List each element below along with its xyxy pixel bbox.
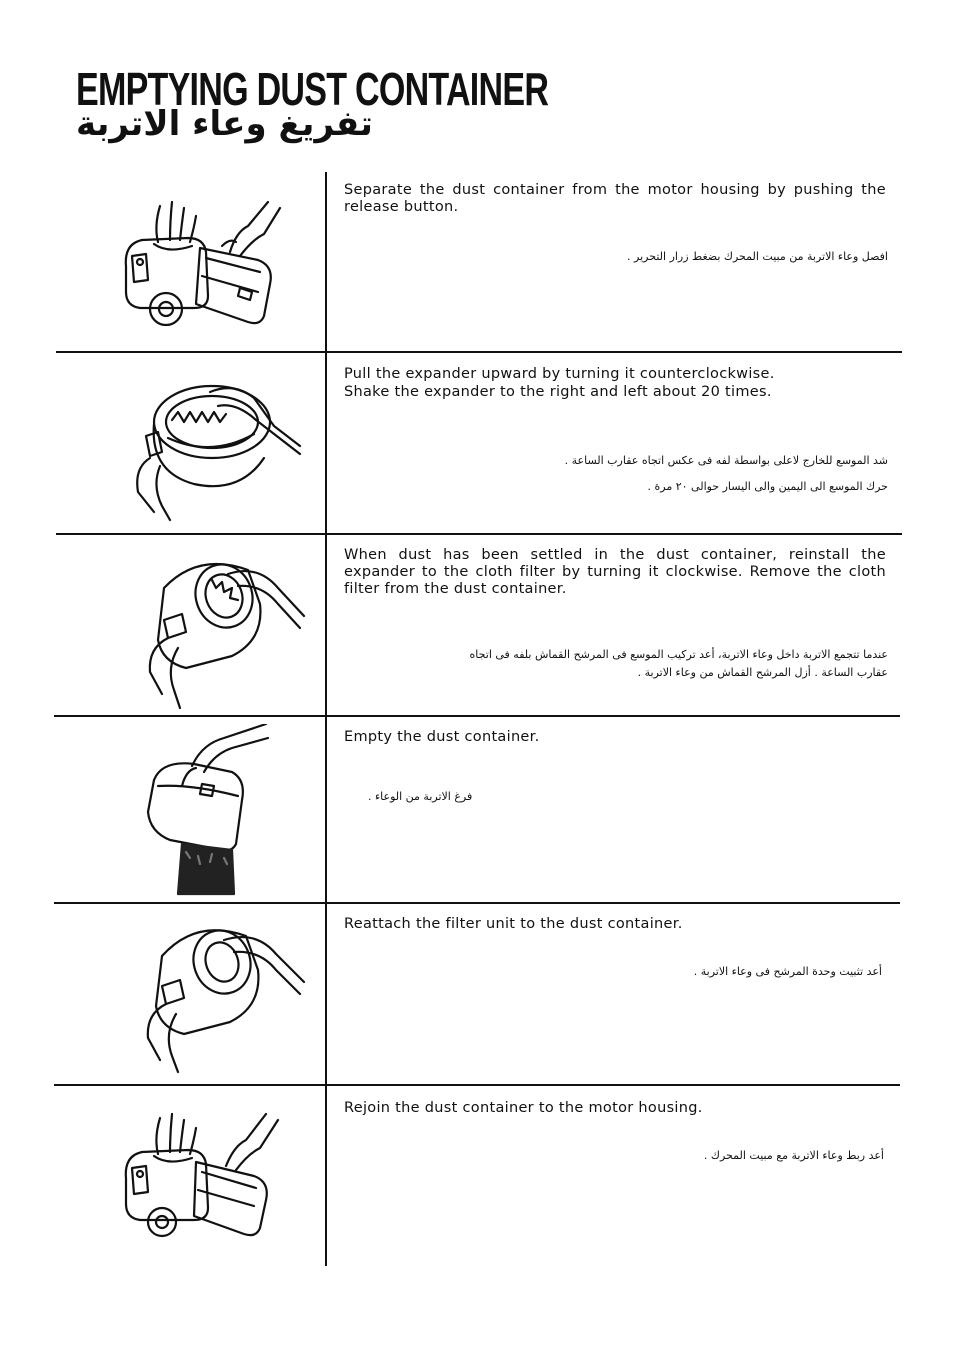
step-2-instruction-line-1: Pull the expander upward by turning it counterclockwise.	[344, 366, 775, 382]
step-1-instruction-arabic: افصل وعاء الاتربة من مبيت المحرك بضغط زرار التحرير .	[627, 250, 888, 263]
vacuum-separate-container-illustration	[118, 196, 288, 336]
column-divider	[325, 172, 327, 1266]
step-6-instruction: Rejoin the dust container to the motor housing.	[344, 1100, 703, 1116]
reattach-filter-illustration	[128, 912, 308, 1074]
step-2-instruction-arabic-line-2: حرك الموسع الى اليمين والى اليسار حوالى ٢٠ مرة .	[647, 480, 888, 493]
page-title: EMPTYING DUST CONTAINER	[76, 63, 549, 115]
row-divider	[54, 902, 900, 904]
step-2-instruction-arabic-line-1: شد الموسع للخارج لاعلى بواسطة لفه فى عكس اتجاه عقارب الساعة .	[564, 454, 888, 467]
empty-container-illustration	[142, 724, 282, 896]
step-4-instruction-arabic: فرغ الاتربة من الوعاء .	[368, 790, 473, 803]
step-5-instruction-arabic: أعد تثبيت وحدة المرشح فى وعاء الاتربة .	[693, 965, 882, 978]
step-3-instruction-arabic-line-2: عقارب الساعة . أزل المرشح القماش من وعاء الاتربة .	[637, 666, 888, 679]
row-divider	[56, 533, 902, 535]
step-6-instruction-arabic: أعد ربط وعاء الاتربة مع مبيت المحرك .	[703, 1149, 884, 1162]
row-divider	[56, 351, 902, 353]
rejoin-container-illustration	[118, 1110, 288, 1250]
step-3-instruction-arabic-line-1: عندما تتجمع الاتربة داخل وعاء الاتربة، أعد تركيب الموسع فى المرشح القماش بلفه فى اتجاه	[469, 648, 888, 661]
step-2-instruction-line-2: Shake the expander to the right and left about 20 times.	[344, 384, 772, 400]
pull-expander-illustration	[124, 362, 304, 522]
page-title-arabic: تفريغ وعاء الاتربة	[76, 104, 373, 144]
step-4-instruction: Empty the dust container.	[344, 729, 540, 745]
reinstall-expander-illustration	[128, 544, 308, 710]
step-1-instruction: Separate the dust container from the motor housing by pushing the release button.	[344, 182, 886, 215]
step-5-instruction: Reattach the filter unit to the dust container.	[344, 916, 683, 932]
row-divider	[54, 1084, 900, 1086]
row-divider	[54, 715, 900, 717]
step-3-instruction: When dust has been settled in the dust container, reinstall the expander to the cloth filter by turning it clockwise. Remove the cloth filter from the dust container.	[344, 547, 886, 597]
